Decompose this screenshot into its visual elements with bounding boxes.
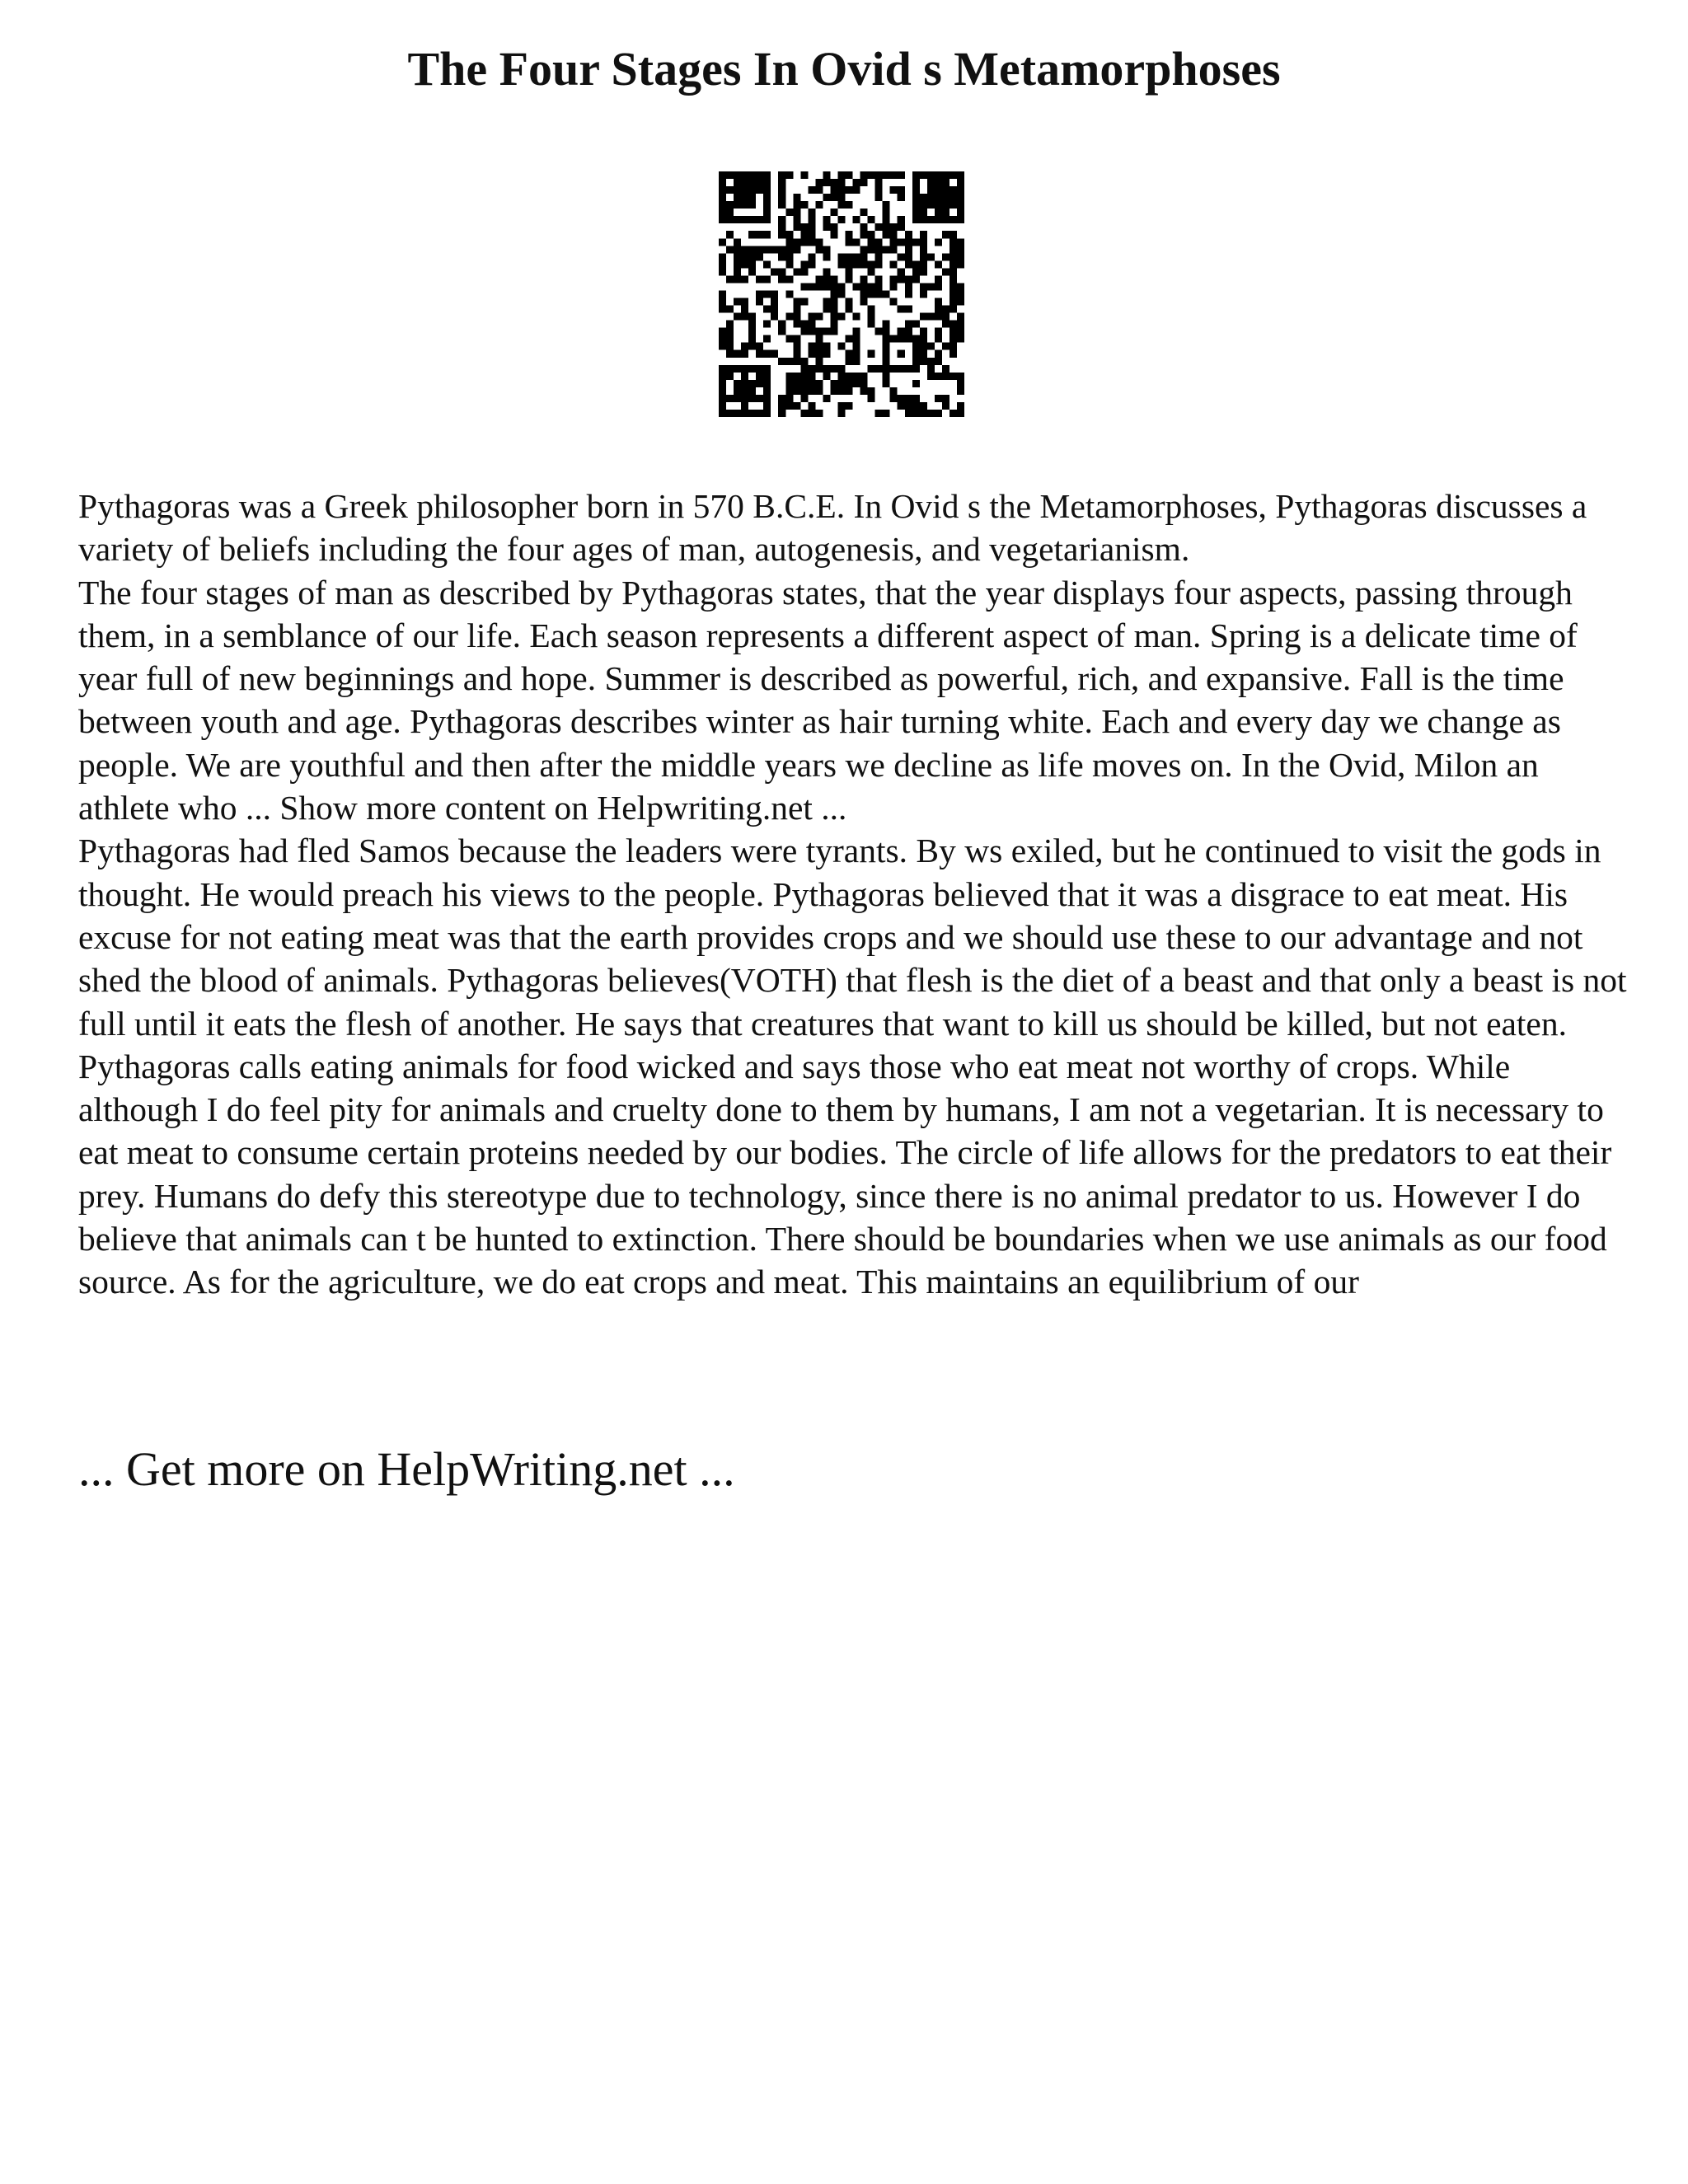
- page-title: The Four Stages In Ovid s Metamorphoses: [407, 42, 1281, 96]
- paragraph-vegetarianism: Pythagoras had fled Samos because the leaders were tyrants. By ws exiled, but he continued to visit the gods in thought. He would preach his views to the people. Pythagoras believed that it was a disgrace to eat meat. His excuse for not eating meat was that the earth provides crops and we should use these to our advantage and not shed the blood of animals. Pythagoras believes(VOTH) that flesh is the diet of a beast and that only a beast is not full until it eats the flesh of another. He says that creatures that want to kill us should be killed, but not eaten. Pythagoras calls eating animals for food wicked and says those who eat meat not worthy of crops. While although I do feel pity for animals and cruelty done to them by humans, I am not a vegetarian. It is necessary to eat meat to consume certain proteins needed by our bodies. The circle of life allows for the predators to eat their prey. Humans do defy this stereotype due to technology, since there is no animal predator to us. However I do believe that animals can t be hunted to extinction. There should be boundaries when we use animals as our food source. As for the agriculture, we do eat crops and meat. This maintains an equilibrium of our: [78, 832, 1627, 1301]
- get-more-link[interactable]: ... Get more on HelpWriting.net ...: [78, 1442, 735, 1496]
- paragraph-four-stages: The four stages of man as described by Pythagoras states, that the year displays four aspects, passing through them, in a semblance of our life. Each season represents a different aspect of man. Spring is a delicate time of year full of new beginnings and hope. Summer is described as powerful, rich, and expansive. Fall is the time between youth and age. Pythagoras describes winter as hair turning white. Each and every day we change as people. We are youthful and then after the middle years we decline as life moves on. In the Ovid, Milon an athlete who ... Show more content on Helpwriting.net ...: [78, 573, 1578, 827]
- paragraph-intro: Pythagoras was a Greek philosopher born in 570 B.C.E. In Ovid s the Metamorphoses, Pythagoras discusses a variety of beliefs including the four ages of man, autogenesis, and vegetarianism.: [78, 487, 1587, 569]
- article-body: [78, 485, 1636, 1304]
- qr-code-image: [719, 171, 964, 417]
